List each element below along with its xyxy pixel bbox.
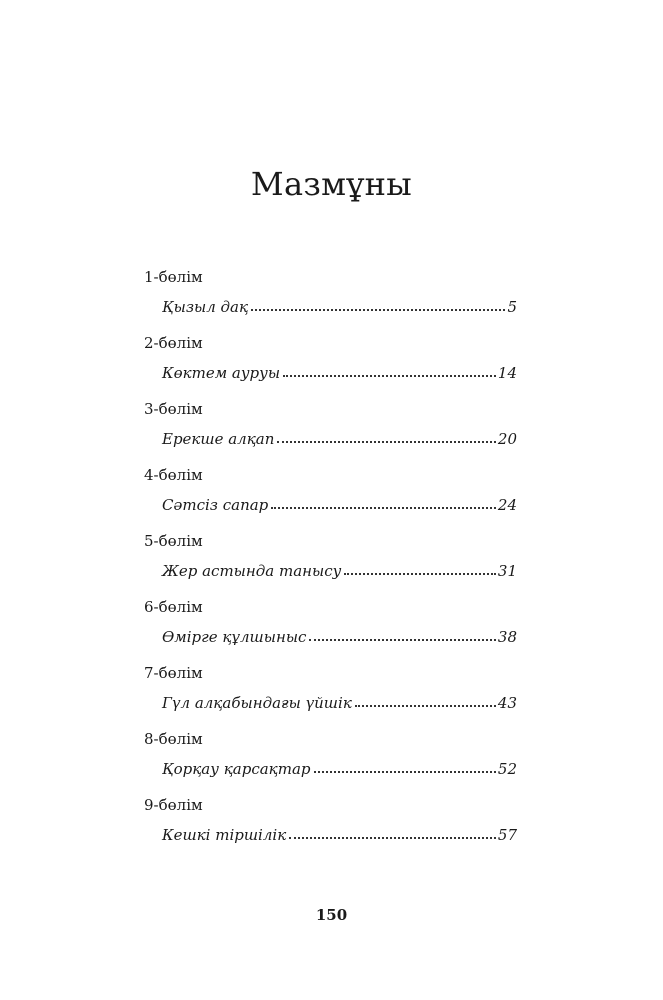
toc-part-4 [144, 464, 517, 530]
chapter-page-number: 20 [497, 430, 517, 448]
toc-part-9 [144, 794, 517, 860]
dot-leader [277, 430, 496, 444]
part-label: 2-бөлім [144, 334, 203, 352]
chapter-page-number: 5 [507, 298, 517, 316]
toc-entry [162, 626, 517, 648]
part-label: 1-бөлім [144, 268, 203, 286]
toc-part-5 [144, 530, 517, 596]
toc-entry [162, 296, 517, 318]
chapter-page-number: 31 [497, 562, 517, 580]
toc-entry [162, 692, 517, 714]
part-label: 3-бөлім [144, 400, 203, 418]
toc-part-8 [144, 728, 517, 794]
chapter-page-number: 52 [497, 760, 517, 778]
part-label: 4-бөлім [144, 466, 203, 484]
dot-leader [283, 364, 496, 378]
page-title: Мазмұны [250, 165, 413, 203]
toc-entry [162, 428, 517, 450]
chapter-title: Кешкі тіршілік [162, 826, 287, 844]
chapter-title: Ерекше алқап [162, 430, 275, 448]
chapter-title: Қызыл дақ [162, 298, 249, 316]
chapter-title: Сәтсіз сапар [162, 496, 269, 514]
toc-entry [162, 494, 517, 516]
chapter-page-number: 24 [497, 496, 517, 514]
chapter-page-number: 14 [497, 364, 517, 382]
part-label: 8-бөлім [144, 730, 203, 748]
dot-leader [271, 496, 496, 510]
toc-entry [162, 758, 517, 780]
part-label: 7-бөлім [144, 664, 203, 682]
chapter-title: Өмірге құлшыныс [162, 628, 307, 646]
dot-leader [314, 760, 496, 774]
chapter-page-number: 43 [497, 694, 517, 712]
part-label: 9-бөлім [144, 796, 203, 814]
dot-leader [355, 694, 496, 708]
chapter-page-number: 57 [497, 826, 517, 844]
dot-leader [344, 562, 496, 576]
toc-part-6 [144, 596, 517, 662]
part-label: 5-бөлім [144, 532, 203, 550]
dot-leader [289, 826, 496, 840]
toc-part-7 [144, 662, 517, 728]
toc-entry [162, 824, 517, 846]
chapter-title: Көктем ауруы [162, 364, 281, 382]
chapter-page-number: 38 [497, 628, 517, 646]
toc-entry [162, 362, 517, 384]
table-of-contents [144, 266, 517, 860]
chapter-title: Гүл алқабындағы үйшік [162, 694, 352, 712]
toc-part-3 [144, 398, 517, 464]
part-label: 6-бөлім [144, 598, 203, 616]
chapter-title: Қорқау қарсақтар [162, 760, 311, 778]
chapter-title: Жер астында танысу [162, 562, 342, 580]
page-number: 150 [315, 906, 348, 924]
toc-part-1 [144, 266, 517, 332]
toc-part-2 [144, 332, 517, 398]
toc-entry [162, 560, 517, 582]
dot-leader [251, 298, 505, 312]
dot-leader [309, 628, 495, 642]
